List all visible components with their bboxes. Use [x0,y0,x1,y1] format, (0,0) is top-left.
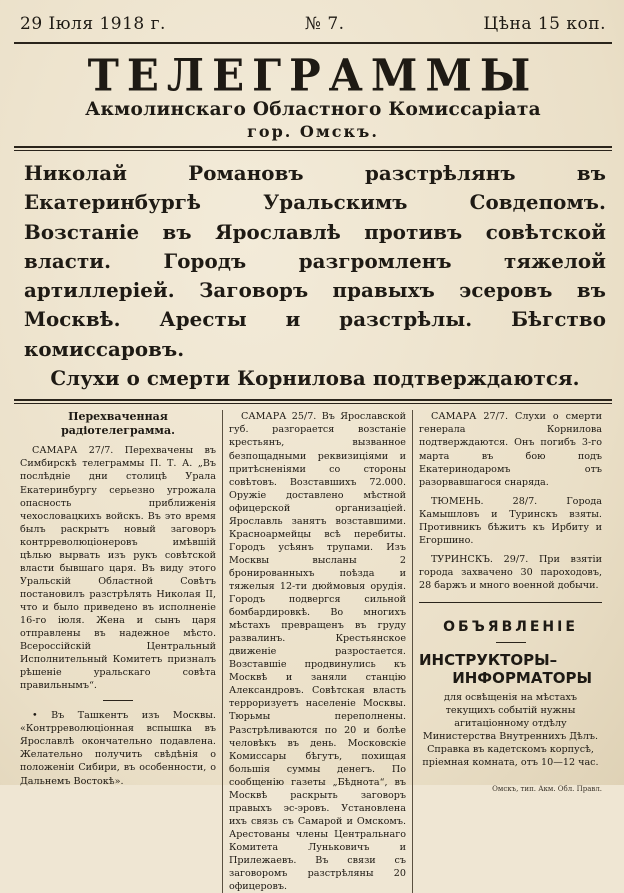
yaroslavl-report: САМАРА 25/7. Въ Ярославской губ. разгорается возстаніе крестьянъ, вызванное безпощадными реквизиціями и притѣсненіями со стороны совѣтовъ. Возставшихъ 72.000. Оружіе доставлено мѣстной офицерской организаціей. Ярославль занятъ возставшими. Красноармейцы всѣ перебиты. Городъ усѣянъ трупами. Изъ Москвы высланы 2 бронированныхъ поѣзда и тяжелыя 12-ти дюймовыя орудія. Городъ подвергся сильной бомбардировкѣ. Во многихъ мѣстахъ превращенъ въ груду развалинъ. Крестьянское движеніе разростается. Возставшіе продвинулись къ Москвѣ и заняли станцію Александровъ. Совѣтская власть терроризуетъ населеніе Москвы. Тюрьмы переполнены. Разстрѣливаются по 20 и болѣе человѣкъ въ день. Московскіе Комиссары бѣгутъ, похищая большія суммы денегъ. По сообщенію газеты „Бѣднота“, въ Москвѣ раскрыть заговоръ правыхъ эс-эровъ. Установлена ихъ связь съ Самарой и Омскомъ. Арестованы члены Центральнаго Комитета Луньковичъ и Прилежаевъ. Въ связи съ заговоромъ разстрѣляны 20 офицеровъ. [229,411,406,893]
newspaper-subtitle: Акмолинскаго Областного Комиссаріата [85,99,541,120]
headline-rule [14,399,612,401]
column-divider [103,700,133,701]
radio-telegram-heading: Перехваченная радіотелеграмма. [61,410,175,438]
announcement-subtitle-1: ИНСТРУКТОРЫ– [419,651,558,670]
samara-tsar-report: САМАРА 27/7. Перехвачены въ Симбирскѣ телеграммы П. Т. А. „Въ послѣдніе дни столицѣ Урала Екатеринбургу серьезно угрожала опасность приближенія чехословацкихъ войскъ. Въ это время былъ раскрытъ новый заговоръ контрреволюціонеровъ имѣвшій цѣлью вырвать изъ рукъ совѣтской власти бывшаго царя. Въ виду этого Уральскій Областной Совѣтъ постановилъ разстрѣлять Николая II, что и было приведено въ исполненіе 16-го іюля. Жена и сынъ царя отправлены въ надежное мѣсто. Всероссійскій Центральный Исполнительный Комитетъ призналъ рѣшеніе уральскаго совѣта правильнымъ“. [20,445,216,692]
newspaper-title: ТЕЛЕГРАММЫ [87,49,539,102]
masthead-rule [14,146,612,148]
announcement-text: для освѣщенія на мѣстахъ текущихъ событій нужны агитаціонному отдѣлу Министерства Внутреннихъ Дѣлъ. Справка въ кадетскомъ корпусѣ, пріемная комната, отъ 10—12 час. [422,692,599,769]
column-middle [222,410,412,893]
announcement-rule [419,602,602,603]
issue-price: Цѣна 15 коп. [483,14,606,34]
tashkent-report: • Въ Ташкентъ изъ Москвы. «Контрреволюціонная вспышка въ Ярославлѣ окончательно подавлена. Желательно получить свѣдѣнія о положеніи Сибири, въ особенности, о Дальнемъ Востокѣ». [20,710,216,787]
column-left [14,410,222,893]
announcement-subtitle-2: ИНФОРМАТОРЫ [452,669,592,688]
announcement-divider [496,642,526,643]
announcement-subtitle [419,651,602,687]
kornilov-report: САМАРА 27/7. Слухи о смерти генерала Корнилова подтверждаются. Онъ погибъ 3-го марта въ бою подъ Екатеринодаромъ отъ разорвавшагося снаряда. [419,411,602,488]
turinsk-report: ТУРИНСКЪ. 29/7. При взятіи города захвачено 30 пароходовъ, 28 баржъ и много военной добычи. [419,553,602,591]
headline-block [14,151,612,399]
issue-number: № 7. [304,14,345,34]
newspaper-city: гор. Омскъ. [247,122,379,141]
announcement-title: ОБЪЯВЛЕНІЕ [443,618,578,635]
headline-text: Николай Романовъ разстрѣлянъ въ Екатеринбургѣ Уральскимъ Совдепомъ. Возстаніе въ Ярославлѣ противъ совѣтской власти. Городъ разгромленъ тяжелой артиллеріей. Заговоръ правыхъ эсеровъ въ Москвѣ. Аресты и разстрѣлы. Бѣгство комиссаровъ. [24,161,606,361]
masthead [14,44,612,142]
column-right [412,410,608,893]
article-columns [14,404,612,893]
printer-imprint: Омскъ, тип. Акм. Обл. Правл. [492,785,602,794]
issue-bar [14,6,612,42]
tyumen-report: ТЮМЕНЬ. 28/7. Города Камышловъ и Туринскъ взяты. Противникъ бѣжитъ къ Ирбиту и Егоршино. [419,495,602,546]
headline-last-line: Слухи о смерти Корнилова подтверждаются. [50,366,580,391]
issue-date: 29 Іюля 1918 г. [20,14,166,34]
